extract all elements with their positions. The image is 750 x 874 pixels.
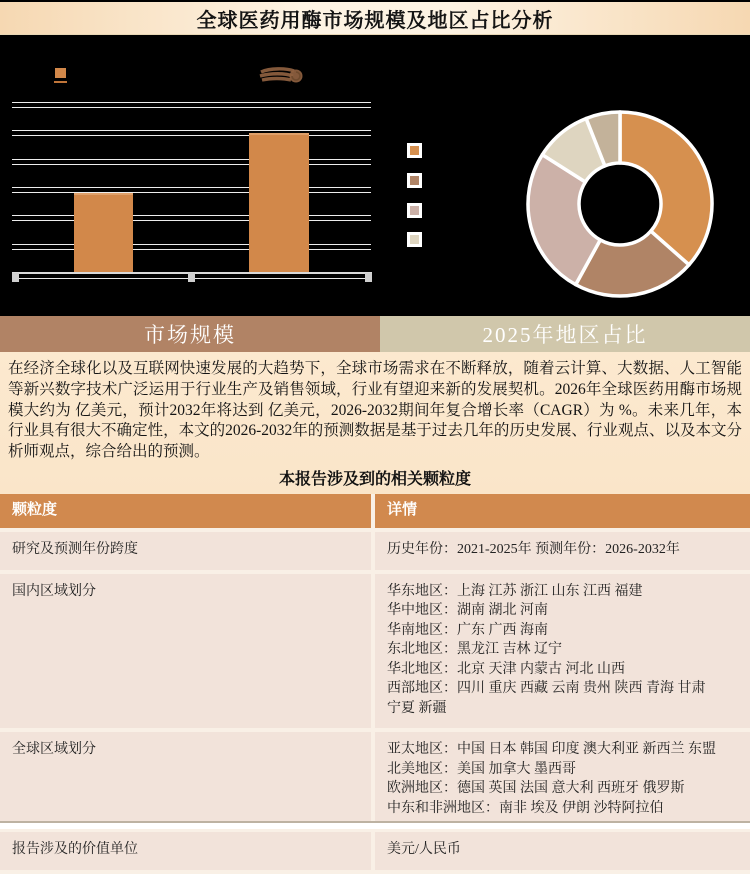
tab-region-share[interactable]: 2025年地区占比 xyxy=(380,316,750,352)
x-axis-tick xyxy=(188,273,195,282)
title-bar xyxy=(0,2,750,35)
detail-line: 华北地区：北京 天津 内蒙古 河北 山西 xyxy=(387,661,625,677)
detail-line: 东北地区：黑龙江 吉林 辽宁 xyxy=(387,642,562,658)
detail-line: 中东和非洲地区：南非 埃及 伊朗 沙特阿拉伯 xyxy=(387,800,664,816)
pie-legend-swatch-2 xyxy=(407,173,422,188)
granularity-table xyxy=(0,494,750,874)
table-cell-details xyxy=(375,574,750,729)
gridline xyxy=(12,215,371,221)
chart-panel xyxy=(0,35,750,316)
x-axis-tick xyxy=(12,273,19,282)
detail-line: 华中地区：湖南 湖北 河南 xyxy=(387,603,548,619)
tab-market-size[interactable]: 市场规模 xyxy=(0,316,380,352)
table-row xyxy=(0,732,750,832)
detail-line: 华南地区：广东 广西 海南 xyxy=(387,622,548,638)
detail-line: 美元/人民币 xyxy=(387,842,461,858)
table-row xyxy=(0,832,750,874)
table-cell-details xyxy=(375,732,750,828)
bar-series-2 xyxy=(249,133,309,274)
pie-legend-color-chip xyxy=(410,206,419,215)
pie-legend-swatch-1 xyxy=(407,143,422,158)
pie-legend-color-chip xyxy=(410,146,419,155)
scribble-redaction-icon xyxy=(258,65,304,87)
gridline xyxy=(12,244,371,250)
table-cell-term: 国内区域划分 xyxy=(0,574,375,729)
table-header-details: 详情 xyxy=(375,494,750,529)
detail-line: 历史年份：2021-2025年 预测年份：2026-2032年 xyxy=(387,542,680,558)
detail-line: 欧洲地区：德国 英国 法国 意大利 西班牙 俄罗斯 xyxy=(387,781,685,797)
bar-legend-swatch xyxy=(55,68,66,78)
bar-series-1 xyxy=(74,193,133,274)
intro-paragraph: 在经济全球化以及互联网快速发展的大趋势下，全球市场需求在不断释放，随着云计算、大数据、人工智能等新兴数字技术广泛运用于行业生产及销售领域，行业有望迎来新的发展契机。2026年全球医药用酶市场规模大约为 亿美元，预计2032年将达到 亿美元，2026-2032期间年复合增长率（CAGR）为 %。未来几年，本行业具有很大不确定性，本文的2026-2032年的预测数据是基于过去几年的历史发展、行业观点、以及本文分析师观点，综合给出的预测。 xyxy=(8,360,742,461)
table-cell-details xyxy=(375,832,750,870)
pie-legend-color-chip xyxy=(410,176,419,185)
gridline xyxy=(12,102,371,108)
table-cell-term: 全球区域划分 xyxy=(0,732,375,828)
bottom-strip xyxy=(0,821,750,829)
detail-line: 亚太地区：中国 日本 韩国 印度 澳大利亚 新西兰 东盟 xyxy=(387,742,716,758)
detail-line: 宁夏 新疆 xyxy=(387,700,447,716)
detail-line: 华东地区：上海 江苏 浙江 山东 江西 福建 xyxy=(387,583,643,599)
table-cell-term: 报告涉及的价值单位 xyxy=(0,832,375,870)
bar-legend-underline xyxy=(54,81,67,83)
section-tabs xyxy=(0,316,750,352)
table-cell-term: 研究及预测年份跨度 xyxy=(0,532,375,570)
gridline xyxy=(12,159,371,165)
gridline xyxy=(12,187,371,193)
x-axis-tick xyxy=(365,273,372,282)
pie-legend-color-chip xyxy=(410,235,419,244)
report-body xyxy=(0,352,750,858)
pie-legend-swatch-3 xyxy=(407,203,422,218)
donut-chart xyxy=(520,104,720,304)
table-cell-details xyxy=(375,532,750,570)
gridline xyxy=(12,130,371,136)
table-header-row xyxy=(0,494,750,533)
table-title: 本报告涉及到的相关颗粒度 xyxy=(278,470,471,488)
table-header-term: 颗粒度 xyxy=(0,494,375,529)
pie-legend-swatch-4 xyxy=(407,232,422,247)
detail-line: 西部地区：四川 重庆 西藏 云南 贵州 陕西 青海 甘肃 xyxy=(387,681,706,697)
detail-line: 北美地区：美国 加拿大 墨西哥 xyxy=(387,761,576,777)
table-row xyxy=(0,532,750,574)
page-title: 全球医药用酶市场规模及地区占比分析 xyxy=(196,9,554,32)
table-row xyxy=(0,574,750,733)
